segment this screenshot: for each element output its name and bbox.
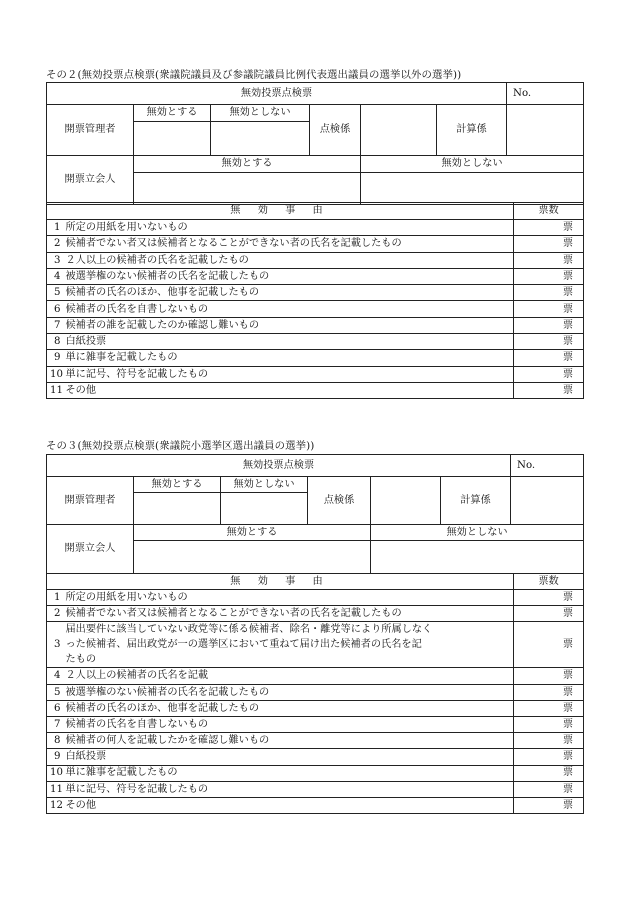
- item-text: 白紙投票: [63, 334, 514, 350]
- item-text: その他: [63, 382, 514, 398]
- item-text-line: 届出要件に該当していない政党等に係る候補者、除名・離党等により所属しなく: [65, 624, 433, 636]
- vote-count-cell[interactable]: 票: [514, 716, 584, 732]
- table-row: [47, 301, 584, 317]
- item-text: 候補者の氏名を自書しないもの: [63, 716, 514, 732]
- form2-manager-label: 開票管理者: [47, 105, 134, 156]
- item-text: 候補者の氏名のほか、他事を記載したもの: [63, 700, 514, 716]
- form3-reason-header: 無 効 事 由: [47, 574, 514, 590]
- item-text: 単に雑事を記載したもの: [63, 350, 514, 366]
- item-text: 候補者の誰を記載したのか確認し難いもの: [63, 317, 514, 333]
- item-text: 候補者の何人を記載したかを確認し難いもの: [63, 733, 514, 749]
- item-text: 単に記号、符号を記載したもの: [63, 781, 514, 797]
- vote-count-cell[interactable]: 票: [514, 252, 584, 268]
- table-row: [47, 382, 584, 398]
- item-text: ２人以上の候補者の氏名を記載: [63, 668, 514, 684]
- item-number: 7: [47, 317, 63, 333]
- form3-manager-shinai-field[interactable]: [221, 493, 308, 525]
- form3-tachiai-mukou-shinai: 無効としない: [371, 525, 584, 541]
- item-text: 所定の用紙を用いないもの: [63, 220, 514, 236]
- item-number: 3: [47, 622, 63, 668]
- table-row: [47, 733, 584, 749]
- form3-keisan-label: 計算係: [441, 477, 511, 525]
- form3-header-table: [46, 454, 584, 574]
- vote-count-cell[interactable]: 票: [514, 268, 584, 284]
- vote-count-cell[interactable]: 票: [514, 700, 584, 716]
- item-number: 12: [47, 797, 63, 813]
- form2-count-header: 票数: [514, 203, 584, 220]
- table-row: [47, 606, 584, 622]
- form2-manager-suru-field[interactable]: [134, 122, 211, 156]
- item-number: 10: [47, 765, 63, 781]
- table-row: [47, 749, 584, 765]
- table-row: [47, 668, 584, 684]
- form3-manager-mukou-suru: 無効とする: [134, 477, 221, 493]
- form2-tachiai-label: 開票立会人: [47, 156, 134, 205]
- table-row: [47, 781, 584, 797]
- item-text: ２人以上の候補者の氏名を記載したもの: [63, 252, 514, 268]
- form2-caption: その２(無効投票点検票(衆議院議員及び参議院議員比例代表選出議員の選挙以外の選挙)): [46, 69, 462, 81]
- item-number: 1: [47, 220, 63, 236]
- form3-caption: その３(無効投票点検票(衆議院小選挙区選出議員の選挙)): [46, 440, 315, 452]
- table-row: [47, 334, 584, 350]
- vote-count-cell[interactable]: 票: [514, 590, 584, 606]
- item-number: 5: [47, 684, 63, 700]
- vote-count-cell[interactable]: 票: [514, 366, 584, 382]
- table-row: [47, 684, 584, 700]
- table-row: [47, 700, 584, 716]
- item-text: その他: [63, 797, 514, 813]
- item-number: 3: [47, 252, 63, 268]
- table-row: [47, 797, 584, 813]
- table-row: [47, 285, 584, 301]
- form2-reasons-table: [46, 202, 584, 399]
- vote-count-cell[interactable]: 票: [514, 749, 584, 765]
- table-row: [47, 236, 584, 252]
- item-text: 候補者でない者又は候補者となることができない者の氏名を記載したもの: [63, 606, 514, 622]
- item-number: 5: [47, 285, 63, 301]
- item-text: 白紙投票: [63, 749, 514, 765]
- item-number: 1: [47, 590, 63, 606]
- vote-count-cell[interactable]: 票: [514, 301, 584, 317]
- table-row: [47, 317, 584, 333]
- item-number: 6: [47, 301, 63, 317]
- form2-header-table: [46, 82, 584, 205]
- table-row: [47, 220, 584, 236]
- form2-manager-mukou-shinai: 無効としない: [211, 105, 310, 122]
- form2-keisan-field[interactable]: [507, 105, 584, 156]
- vote-count-cell[interactable]: 票: [514, 350, 584, 366]
- form3-reasons-table: [46, 573, 584, 814]
- form3-manager-label: 開票管理者: [47, 477, 134, 525]
- item-number: 10: [47, 366, 63, 382]
- item-text: 候補者でない者又は候補者となることができない者の氏名を記載したもの: [63, 236, 514, 252]
- table-row: [47, 622, 584, 668]
- item-number: 9: [47, 350, 63, 366]
- item-number: 7: [47, 716, 63, 732]
- form3-tenken-field[interactable]: [371, 477, 441, 525]
- form2-tachiai-shinai-field[interactable]: [361, 173, 584, 205]
- form3-no-label: No.: [511, 455, 584, 477]
- form2-tachiai-mukou-suru: 無効とする: [134, 156, 361, 173]
- item-text: 単に記号、符号を記載したもの: [63, 366, 514, 382]
- vote-count-cell[interactable]: 票: [514, 285, 584, 301]
- item-number: 4: [47, 268, 63, 284]
- form3-manager-mukou-shinai: 無効としない: [221, 477, 308, 493]
- vote-count-cell[interactable]: 票: [514, 606, 584, 622]
- form3-count-header: 票数: [514, 574, 584, 590]
- form3-tachiai-label: 開票立会人: [47, 525, 134, 574]
- item-text: 候補者の氏名を自書しないもの: [63, 301, 514, 317]
- table-row: [47, 252, 584, 268]
- vote-count-cell[interactable]: 票: [514, 797, 584, 813]
- vote-count-cell[interactable]: 票: [514, 733, 584, 749]
- form2-tachiai-mukou-shinai: 無効としない: [361, 156, 584, 173]
- item-number: 11: [47, 382, 63, 398]
- form3-tenken-label: 点検係: [308, 477, 371, 525]
- item-number: 6: [47, 700, 63, 716]
- item-number: 11: [47, 781, 63, 797]
- form3-tachiai-suru-field[interactable]: [134, 541, 371, 574]
- vote-count-cell[interactable]: 票: [514, 317, 584, 333]
- form2-tachiai-suru-field[interactable]: [134, 173, 361, 205]
- vote-count-cell[interactable]: 票: [514, 220, 584, 236]
- item-number: 9: [47, 749, 63, 765]
- item-text: 所定の用紙を用いないもの: [63, 590, 514, 606]
- form3-tachiai-shinai-field[interactable]: [371, 541, 584, 574]
- form2-manager-shinai-field[interactable]: [211, 122, 310, 156]
- table-row: [47, 350, 584, 366]
- form2-manager-mukou-suru: 無効とする: [134, 105, 211, 122]
- item-text-multiline: [63, 622, 514, 668]
- item-text: 被選挙権のない候補者の氏名を記載したもの: [63, 684, 514, 700]
- item-number: 8: [47, 334, 63, 350]
- vote-count-cell[interactable]: 票: [514, 668, 584, 684]
- table-row: [47, 590, 584, 606]
- form3-tachiai-mukou-suru: 無効とする: [134, 525, 371, 541]
- form2-no-label: No.: [507, 83, 584, 105]
- form2-tenken-field[interactable]: [361, 105, 437, 156]
- item-number: 2: [47, 236, 63, 252]
- item-text: 候補者の氏名のほか、他事を記載したもの: [63, 285, 514, 301]
- form2-keisan-label: 計算係: [437, 105, 507, 156]
- table-row: [47, 366, 584, 382]
- form2-title: 無効投票点検票: [47, 83, 507, 105]
- item-number: 8: [47, 733, 63, 749]
- vote-count-cell[interactable]: 票: [514, 765, 584, 781]
- table-row: [47, 268, 584, 284]
- table-row: [47, 765, 584, 781]
- form3-title: 無効投票点検票: [47, 455, 511, 477]
- form3-manager-suru-field[interactable]: [134, 493, 221, 525]
- item-number: 2: [47, 606, 63, 622]
- vote-count-cell[interactable]: 票: [514, 334, 584, 350]
- table-row: [47, 716, 584, 732]
- vote-count-cell[interactable]: 票: [514, 684, 584, 700]
- item-text-line: った候補者、届出政党が一の選挙区において重ねて届け出た候補者の氏名を記: [65, 639, 422, 651]
- form2-tenken-label: 点検係: [310, 105, 361, 156]
- item-text: 単に雑事を記載したもの: [63, 765, 514, 781]
- vote-count-cell[interactable]: 票: [514, 622, 584, 668]
- vote-count-cell[interactable]: 票: [514, 781, 584, 797]
- vote-count-cell[interactable]: 票: [514, 382, 584, 398]
- form2-reason-header: 無 効 事 由: [47, 203, 514, 220]
- form3-keisan-field[interactable]: [511, 477, 584, 525]
- item-text: 被選挙権のない候補者の氏名を記載したもの: [63, 268, 514, 284]
- vote-count-cell[interactable]: 票: [514, 236, 584, 252]
- item-number: 4: [47, 668, 63, 684]
- item-text-line: たもの: [65, 654, 97, 666]
